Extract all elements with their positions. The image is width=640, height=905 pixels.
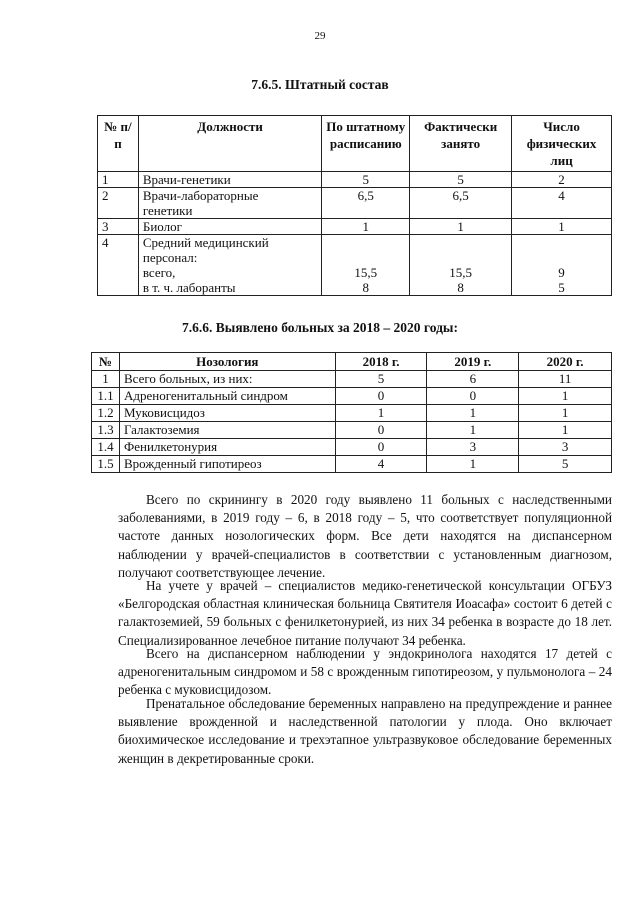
col-header-num: № [92,353,120,371]
nosology-cell: Фенилкетонурия [119,439,335,456]
cell-line [516,235,607,250]
staff-table [97,115,612,296]
position-cell [138,219,321,235]
value-2020-cell: 11 [519,371,612,388]
nosology-cell: Адреногенитальный синдром [119,388,335,405]
value-2020-cell: 3 [519,439,612,456]
col-header-persons: Число физических лиц [512,116,612,172]
cell-line: 15,5 [449,265,473,280]
staff-table-header [98,116,612,172]
row-number: 2 [98,188,139,219]
nosology-cell: Муковисцидоз [119,405,335,422]
row-number: 1.5 [92,456,120,473]
row-number: 4 [98,235,139,296]
col-header-2018: 2018 г. [335,353,427,371]
col-header-position: Должности [138,116,321,172]
row-number: 1.2 [92,405,120,422]
nosology-cell: Врожденный гипотиреоз [119,456,335,473]
value-2020-cell: 1 [519,405,612,422]
paragraph-text: Всего на диспансерном наблюдении у эндокринолога находятся 17 детей с адреногенитальным синдромом и 58 с врожденным гипотиреозом, у пульмонолога – 24 ребенка с муковисцидозом. [118,646,612,698]
table-row [98,235,612,296]
cell-line [326,250,405,265]
col-header-occupied: Фактически занято [410,116,512,172]
col-header-planned: По штатному расписанию [322,116,410,172]
col-header-nosology: Нозология [119,353,335,371]
value-2020-cell: 1 [519,388,612,405]
planned-cell [322,219,410,235]
patients-table [91,352,612,473]
cell-line: 1 [457,219,464,234]
cell-line: 6,5 [357,188,374,203]
col-header-2020: 2020 г. [519,353,612,371]
value-2018-cell: 0 [335,422,427,439]
page-number: 29 [314,30,326,42]
nosology-cell: Галактоземия [119,422,335,439]
row-number: 1 [92,371,120,388]
table-row [98,172,612,188]
patients-section-title: 7.6.6. Выявлено больных за 2018 – 2020 годы: [182,320,458,335]
value-2019-cell: 1 [427,456,519,473]
row-number: 1.4 [92,439,120,456]
value-2018-cell: 5 [335,371,427,388]
paragraph-text: Всего по скринингу в 2020 году выявлено 11 больных с наследственными заболеваниями, в 2019 году – 6, в 2018 году – 5, что соответствует популяционной частоте данных нозологических форм. Все дети находятся на диспансерном наблюдении у врачей-специалистов в соответствии с установленным диагнозом, получают соответствующее лечение. [118,492,612,580]
cell-line: 8 [362,280,370,295]
paragraph-text: На учете у врачей – специалистов медико-генетической консультации ОГБУЗ «Белгородская областная клиническая больница Святителя Иоасафа» состоит 6 детей с галактоземией, 59 больных с фенилкетонурией, из них 34 ребенка в возрасте до 18 лет. Специализированное лечебное питание получают 34 ребенка. [118,578,612,648]
value-2018-cell: 1 [335,405,427,422]
cell-line: Врачи-лабораторные [142,188,259,203]
table-row [92,388,612,405]
paragraph [118,577,612,650]
row-number: 1.1 [92,388,120,405]
nosology-cell: Всего больных, из них: [119,371,335,388]
persons-cell [512,235,612,296]
table-row [92,405,612,422]
cell-line: всего, [142,265,176,280]
patients-table-header [92,353,612,371]
occupied-cell [410,235,512,296]
persons-cell [512,219,612,235]
occupied-cell [410,219,512,235]
cell-line: в т. ч. лаборанты [142,280,236,295]
staff-table-body [98,172,612,296]
cell-line: 5 [457,172,464,187]
value-2018-cell: 4 [335,456,427,473]
cell-line: 2 [558,172,565,187]
value-2019-cell: 3 [427,439,519,456]
cell-line: 4 [558,188,565,203]
staff-section-title: 7.6.5. Штатный состав [251,77,389,92]
planned-cell [322,172,410,188]
cell-line: 1 [558,219,565,234]
cell-line [414,235,507,250]
table-row [92,371,612,388]
cell-line [326,235,405,250]
value-2020-cell: 5 [519,456,612,473]
col-header-num: № п/п [98,116,139,172]
value-2019-cell: 0 [427,388,519,405]
row-number: 1.3 [92,422,120,439]
paragraph-text: Пренатальное обследование беременных направлено на предупреждение и раннее выявление врожденной и наследственной патологии у плода. Оно включает биохимическое исследование и трехэтапное ультразвуковое обследование беременных женщин в декретированные сроки. [118,696,612,766]
position-cell [138,172,321,188]
paragraph [118,695,612,768]
cell-line: 5 [558,280,565,295]
paragraph [118,491,612,582]
table-row [92,422,612,439]
patients-table-body [92,371,612,473]
value-2018-cell: 0 [335,388,427,405]
position-cell [138,235,321,296]
table-row [98,219,612,235]
cell-line: 1 [362,219,370,234]
value-2018-cell: 0 [335,439,427,456]
value-2019-cell: 1 [427,422,519,439]
cell-line: Биолог [142,219,182,234]
table-row [92,439,612,456]
col-header-2019: 2019 г. [427,353,519,371]
planned-cell [322,188,410,219]
cell-line [516,250,607,265]
position-cell [138,188,321,219]
planned-cell [322,235,410,296]
occupied-cell [410,188,512,219]
cell-line: 5 [362,172,370,187]
table-row [98,188,612,219]
row-number: 1 [98,172,139,188]
paragraph [118,645,612,700]
value-2019-cell: 1 [427,405,519,422]
value-2019-cell: 6 [427,371,519,388]
cell-line: персонал: [142,250,198,265]
cell-line: генетики [142,203,193,218]
persons-cell [512,188,612,219]
cell-line [414,250,507,265]
persons-cell [512,172,612,188]
cell-line: 9 [558,265,565,280]
cell-line: Средний медицинский [142,235,269,250]
occupied-cell [410,172,512,188]
value-2020-cell: 1 [519,422,612,439]
cell-line: 15,5 [354,265,378,280]
cell-line: 6,5 [452,188,469,203]
cell-line: 8 [457,280,464,295]
row-number: 3 [98,219,139,235]
cell-line: Врачи-генетики [142,172,231,187]
table-row [92,456,612,473]
